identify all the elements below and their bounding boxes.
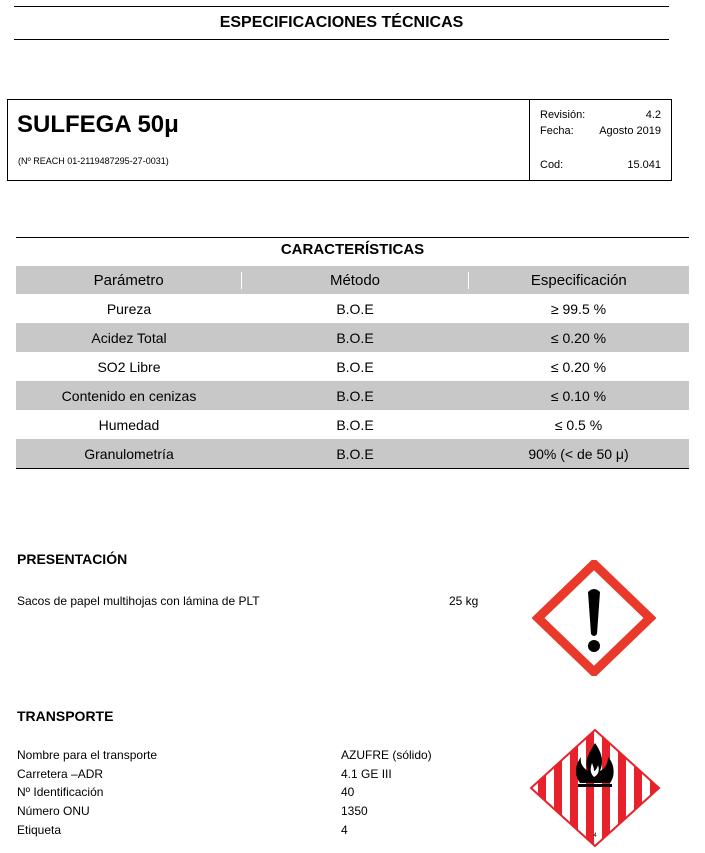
header-parametro: Parámetro xyxy=(16,272,242,289)
table-bottom-rule xyxy=(16,468,689,469)
characteristics-table xyxy=(16,237,689,469)
transport-label: Número ONU xyxy=(17,804,90,818)
cod-value: 15.041 xyxy=(627,159,661,171)
cell-metodo: B.O.E xyxy=(336,387,374,404)
revision-label: Revisión: xyxy=(540,109,586,121)
table-header-row xyxy=(16,266,689,294)
cell-especificacion: ≤ 0.20 % xyxy=(550,358,607,375)
transport-value: 1350 xyxy=(341,804,368,818)
transport-label: Etiqueta xyxy=(17,823,62,837)
fecha-label: Fecha: xyxy=(540,125,574,137)
cell-especificacion: ≥ 99.5 % xyxy=(550,300,607,317)
adr-flammable-solid-icon xyxy=(528,727,662,849)
cell-parametro: Humedad xyxy=(98,416,160,433)
cell-metodo: B.O.E xyxy=(336,358,374,375)
cell-parametro: Granulometría xyxy=(84,445,174,462)
transport-value: 4.1 GE III xyxy=(341,767,392,781)
cell-parametro: SO2 Libre xyxy=(97,358,161,375)
cell-metodo: B.O.E xyxy=(336,416,374,433)
revision-value: 4.2 xyxy=(645,109,661,121)
fecha-value: Agosto 2019 xyxy=(599,125,661,137)
cell-especificacion: 90% (< de 50 μ) xyxy=(528,445,629,462)
product-name: SULFEGA 50μ xyxy=(17,111,179,138)
cell-especificacion: ≤ 0.20 % xyxy=(550,329,607,346)
transport-label: Nº Identificación xyxy=(17,785,104,799)
cell-parametro: Acidez Total xyxy=(91,329,167,346)
transport-value: AZUFRE (sólido) xyxy=(341,748,432,762)
adr-label-number: 4 xyxy=(593,833,597,839)
cod-label: Cod: xyxy=(540,159,564,171)
ghs-exclamation-icon xyxy=(532,560,656,676)
presentation-quantity: 25 kg xyxy=(449,594,479,608)
table-row xyxy=(16,352,689,381)
transport-value: 40 xyxy=(341,785,355,799)
product-box-divider xyxy=(529,100,530,180)
cell-metodo: B.O.E xyxy=(336,329,374,346)
presentation-title: PRESENTACIÓN xyxy=(17,551,128,567)
table-row xyxy=(16,294,689,323)
cell-metodo: B.O.E xyxy=(336,300,374,317)
transport-title: TRANSPORTE xyxy=(17,708,114,724)
cell-metodo: B.O.E xyxy=(336,445,374,462)
transport-value: 4 xyxy=(341,823,348,837)
table-row xyxy=(16,323,689,352)
cell-especificacion: ≤ 0.10 % xyxy=(550,387,607,404)
cell-parametro: Pureza xyxy=(106,300,152,317)
document-title: ESPECIFICACIONES TÉCNICAS xyxy=(14,6,669,40)
header-metodo: Método xyxy=(242,272,468,289)
presentation-description: Sacos de papel multihojas con lámina de PLT xyxy=(17,594,260,608)
cell-especificacion: ≤ 0.5 % xyxy=(554,416,603,433)
transport-label: Carretera –ADR xyxy=(17,767,104,781)
characteristics-title: CARACTERÍSTICAS xyxy=(16,237,689,266)
table-row xyxy=(16,381,689,410)
table-row xyxy=(16,410,689,439)
header-especificacion: Especificación xyxy=(530,271,627,289)
product-info-box xyxy=(7,99,672,181)
reach-number: (Nº REACH 01-2119487295-27-0031) xyxy=(18,156,169,166)
transport-label: Nombre para el transporte xyxy=(17,748,158,762)
table-row xyxy=(16,439,689,468)
cell-parametro: Contenido en cenizas xyxy=(61,387,197,404)
